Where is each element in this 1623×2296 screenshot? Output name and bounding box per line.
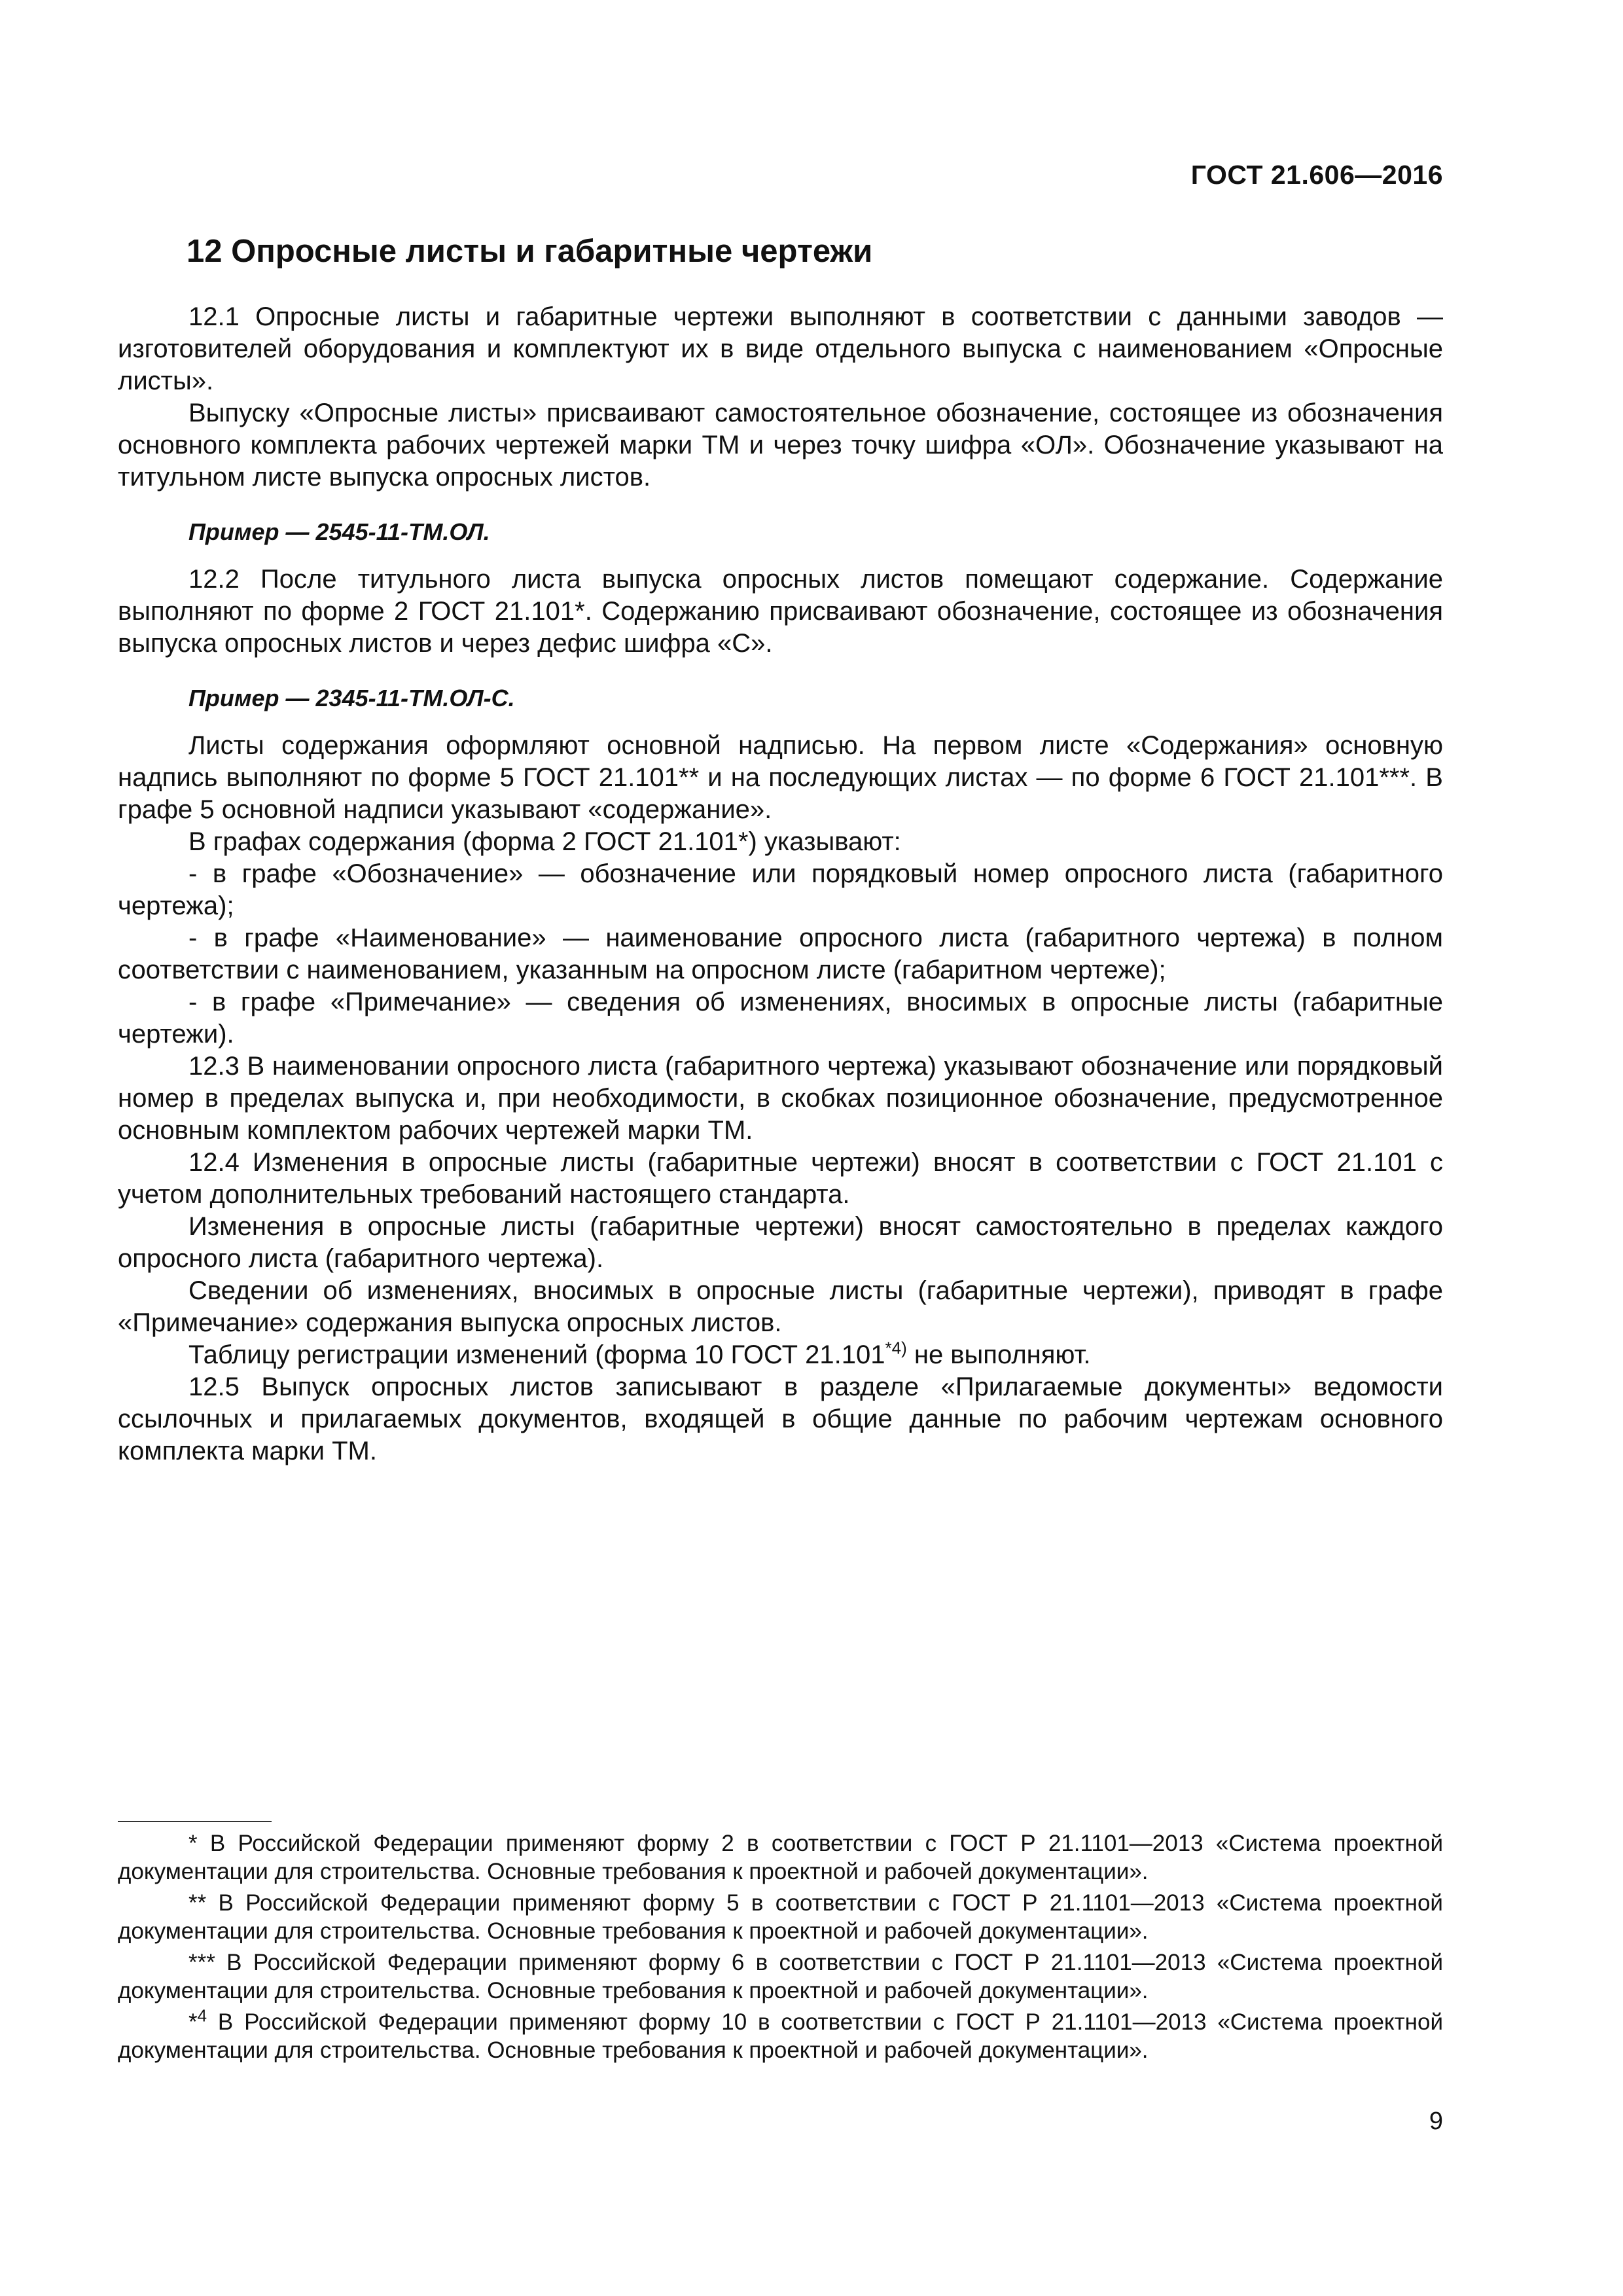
document-code-header: ГОСТ 21.606—2016: [1190, 160, 1443, 190]
page-number: 9: [1429, 2108, 1443, 2135]
footnote-4: [118, 2005, 1443, 2064]
section-title: 12 Опросные листы и габаритные чертежи: [187, 234, 873, 269]
paragraph-12-2-title-block: Листы содержания оформляют основной надписью. На первом листе «Содержания» основную надпись выполняют по форме 5 ГОСТ 21.101** и на последующих листах — по форме 6 ГОСТ 21.101***. В графе 5 основной надписи указывают «содержание».: [118, 731, 1443, 824]
footnote-4-mark: *: [188, 2009, 198, 2035]
list-item-name: - в графе «Наименование» — наименование опросного листа (габаритного чертежа) в полном соответствии с наименованием, указанным на опросном листе (габаритном чертеже);: [118, 924, 1443, 984]
example-2: Пример — 2345-11-ТМ.ОЛ-С.: [188, 685, 515, 711]
footnote-marker-4: *4): [885, 1338, 907, 1358]
paragraph-12-4-changes: Изменения в опросные листы (габаритные чертежи) вносят самостоятельно в пределах каждого опросного листа (габаритного чертежа).: [118, 1212, 1443, 1273]
paragraph-12-5: 12.5 Выпуск опросных листов записывают в разделе «Прилагаемые документы» ведомости ссылочных и прилагаемых документов, входящей в общие данные по рабочим чертежам основного комплекта марки ТМ.: [118, 1372, 1443, 1465]
paragraph-12-2-columns: В графах содержания (форма 2 ГОСТ 21.101*) указывают:: [188, 827, 901, 856]
footnote-divider: [118, 1821, 272, 1822]
footnote-3: *** В Российской Федерации применяют форму 6 в соответствии с ГОСТ Р 21.1101—2013 «Система проектной документации для строительства. Основные требования к проектной и рабочей документации».: [118, 1950, 1443, 2003]
paragraph-12-1: 12.1 Опросные листы и габаритные чертежи выполняют в соответствии с данными заводов — изготовителей оборудования и комплектуют их в виде отдельного выпуска с наименованием «Опросные листы».: [118, 302, 1443, 395]
list-item-designation: - в графе «Обозначение» — обозначение или порядковый номер опросного листа (габаритного чертежа);: [118, 859, 1443, 920]
footnotes: [118, 1829, 1443, 2068]
section-body: [118, 301, 1443, 1467]
paragraph-12-4: 12.4 Изменения в опросные листы (габаритные чертежи) вносят в соответствии с ГОСТ 21.101 с учетом дополнительных требований настоящего стандарта.: [118, 1148, 1443, 1209]
footnote-4-text: В Российской Федерации применяют форму 10 в соответствии с ГОСТ Р 21.1101—2013 «Система проектной документации для строительства. Основные требования к проектной и рабочей документации».: [118, 2009, 1443, 2063]
paragraph-12-4-registration: [118, 1339, 1443, 1371]
paragraph-12-1-designation: Выпуску «Опросные листы» присваивают самостоятельное обозначение, состоящее из обозначения основного комплекта рабочих чертежей марки ТМ и через точку шифра «ОЛ». Обозначение указывают на титульном листе выпуска опросных листов.: [118, 399, 1443, 492]
list-item-note: - в графе «Примечание» — сведения об изменениях, вносимых в опросные листы (габаритные чертежи).: [118, 988, 1443, 1049]
paragraph-12-3: 12.3 В наименовании опросного листа (габаритного чертежа) указывают обозначение или порядковый номер в пределах выпуска и, при необходимости, в скобках позиционное обозначение, предусмотренное основным комплектом рабочих чертежей марки ТМ.: [118, 1052, 1443, 1145]
paragraph-12-2: 12.2 После титульного листа выпуска опросных листов помещают содержание. Содержание выполняют по форме 2 ГОСТ 21.101*. Содержанию присваивают обозначение, состоящее из обозначения выпуска опросных листов и через дефис шифра «С».: [118, 565, 1443, 658]
footnote-4-sup: 4: [197, 2005, 207, 2026]
footnote-2: ** В Российской Федерации применяют форму 5 в соответствии с ГОСТ Р 21.1101—2013 «Система проектной документации для строительства. Основные требования к проектной и рабочей документации».: [118, 1890, 1443, 1944]
registration-text-start: Таблицу регистрации изменений (форма 10 ГОСТ 21.101: [188, 1340, 885, 1369]
paragraph-12-4-info: Сведении об изменениях, вносимых в опросные листы (габаритные чертежи), приводят в графе «Примечание» содержания выпуска опросных листов.: [118, 1276, 1443, 1337]
example-1: Пример — 2545-11-ТМ.ОЛ.: [188, 518, 490, 545]
registration-text-end: не выполняют.: [906, 1340, 1091, 1369]
footnote-1: * В Российской Федерации применяют форму 2 в соответствии с ГОСТ Р 21.1101—2013 «Система проектной документации для строительства. Основные требования к проектной и рабочей документации».: [118, 1831, 1443, 1884]
